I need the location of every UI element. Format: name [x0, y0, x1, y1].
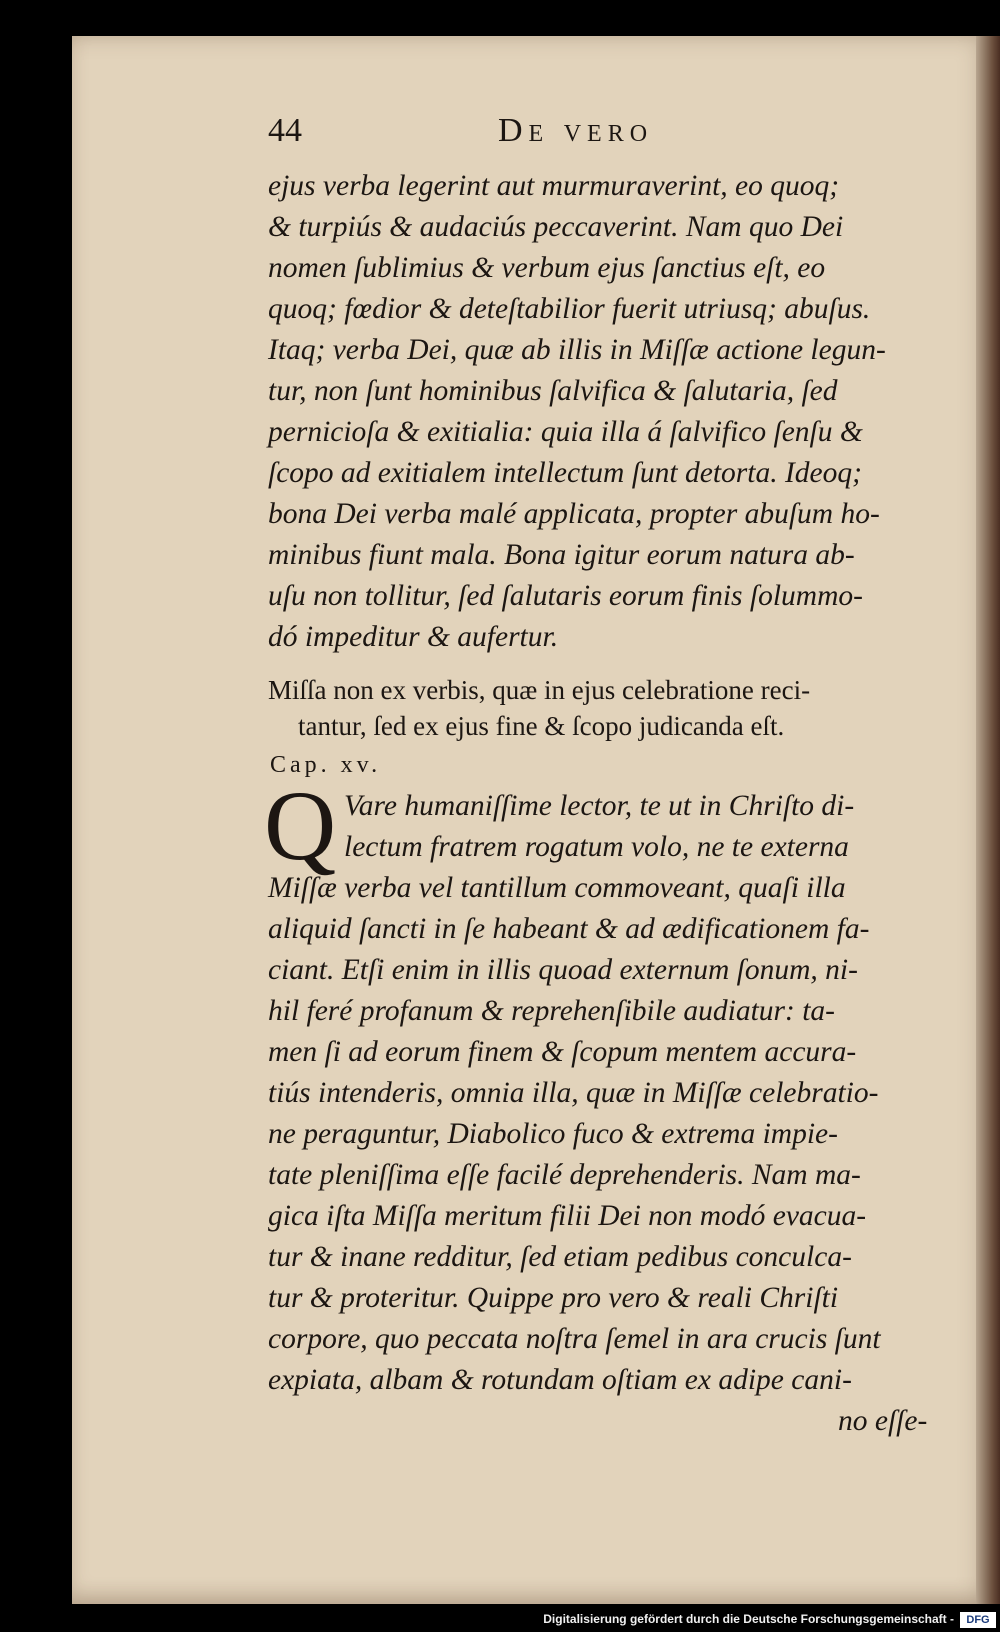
summary-line: tantur, ſed ex ejus fine & ſcopo judicanda eſt.	[298, 711, 785, 741]
running-title: De vero	[498, 112, 654, 149]
text-line: Miſſæ verba vel tantillum commoveant, quaſi illa	[268, 872, 846, 904]
summary-line: Miſſa non ex verbis, quæ in ejus celebratione reci-	[268, 675, 811, 705]
text-line: tur & inane redditur, ſed etiam pedibus conculca-	[268, 1241, 852, 1273]
text-line: hil feré profanum & reprehenſibile audiatur: ta-	[268, 995, 835, 1027]
text-line: ciant. Etſi enim in illis quoad externum ſonum, ni-	[268, 954, 858, 986]
chapter-number: Cap. xv.	[270, 752, 382, 778]
page-number: 44	[268, 112, 302, 149]
text-line: minibus fiunt mala. Bona igitur eorum natura ab-	[268, 539, 855, 571]
text-line: tiús intenderis, omnia illa, quæ in Miſſæ celebratio-	[268, 1077, 879, 1109]
book-edge	[976, 36, 1000, 1604]
digitization-credit: Digitalisierung gefördert durch die Deutsche Forschungsgemeinschaft -	[543, 1612, 954, 1626]
text-line: men ſi ad eorum finem & ſcopum mentem accura-	[268, 1036, 857, 1068]
text-line: expiata, albam & rotundam oſtiam ex adipe cani-	[268, 1364, 852, 1396]
dfg-logo: DFG	[960, 1612, 996, 1628]
text-line: corpore, quo peccata noſtra ſemel in ara crucis ſunt	[268, 1323, 881, 1355]
text-line: tur & proteritur. Quippe pro vero & reali Chriſti	[268, 1282, 839, 1314]
text-line: Vare humaniſſime lector, te ut in Chriſto di-	[344, 790, 855, 822]
text-line: tate pleniſſima eſſe facilé deprehenderis. Nam ma-	[268, 1159, 861, 1191]
text-line: ſcopo ad exitialem intellectum ſunt detorta. Ideoq;	[268, 457, 862, 489]
catchword: no eſſe-	[838, 1405, 928, 1437]
text-line: aliquid ſancti in ſe habeant & ad ædificationem fa-	[268, 913, 870, 945]
text-line: dó impeditur & aufertur.	[268, 621, 559, 653]
text-line: & turpiús & audaciús peccaverint. Nam quo Dei	[268, 211, 844, 243]
text-line: ejus verba legerint aut murmuraverint, eo quoq;	[268, 170, 840, 202]
text-line: pernicioſa & exitialia: quia illa á ſalvifico ſenſu &	[268, 416, 863, 448]
text-line: lectum fratrem rogatum volo, ne te externa	[344, 831, 849, 863]
page-header	[268, 112, 928, 152]
text-line: uſu non tollitur, ſed ſalutaris eorum finis ſolummo-	[268, 580, 863, 612]
text-line: nomen ſublimius & verbum ejus ſanctius eſt, eo	[268, 252, 826, 284]
text-line: gica iſta Miſſa meritum filii Dei non modó evacua-	[268, 1200, 867, 1232]
text-line: ne peraguntur, Diabolico fuco & extrema impie-	[268, 1118, 838, 1150]
text-line: bona Dei verba malé applicata, propter abuſum ho-	[268, 498, 880, 530]
text-line: tur, non ſunt hominibus ſalvifica & ſalutaria, ſed	[268, 375, 838, 407]
text-line: quoq; fœdior & deteſtabilior fuerit utriusq; abuſus.	[268, 293, 871, 325]
drop-cap: Q	[264, 770, 337, 881]
text-line: Itaq; verba Dei, quæ ab illis in Miſſæ actione legun-	[268, 334, 886, 366]
